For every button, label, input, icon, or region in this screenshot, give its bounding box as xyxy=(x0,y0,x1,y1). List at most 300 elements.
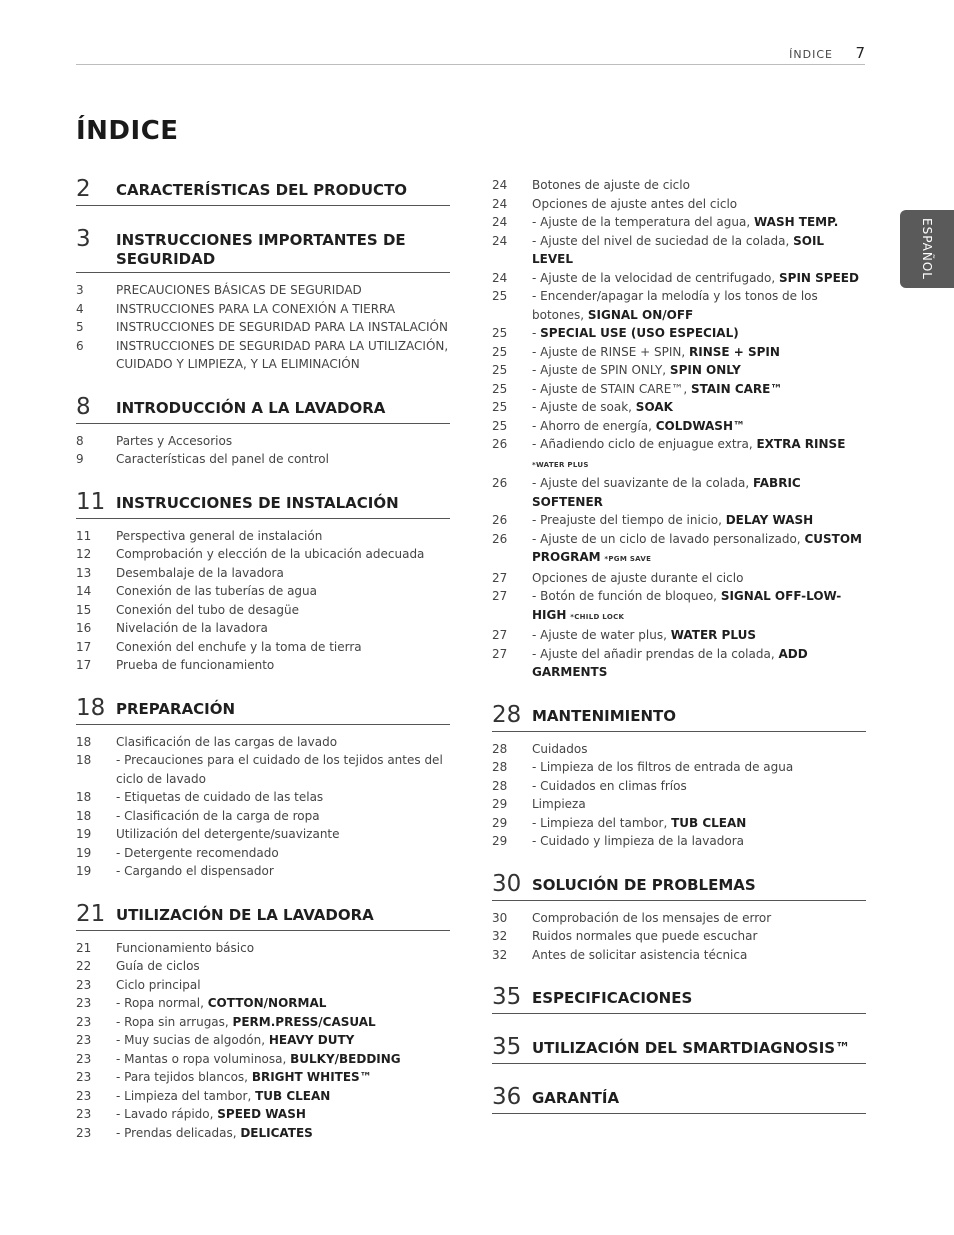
entry-page-number: 19 xyxy=(76,827,92,841)
entry-page-number: 19 xyxy=(76,845,92,860)
entry-page-number: 24 xyxy=(492,178,508,192)
entry-label: - Ajuste del añadir prendas de la colada, xyxy=(532,646,779,661)
entry-label: - Cuidados en climas fríos xyxy=(532,778,687,793)
toc-entry[interactable] xyxy=(76,994,450,1013)
toc-entry[interactable] xyxy=(492,832,866,851)
entry-page-number: 13 xyxy=(76,565,92,580)
entry-text xyxy=(116,582,450,601)
entry-label: Ciclo principal xyxy=(116,977,201,992)
section-page-number: 35 xyxy=(492,1034,522,1060)
entry-text xyxy=(116,318,450,337)
entry-text xyxy=(532,569,866,588)
entry-page-number: 9 xyxy=(76,452,84,466)
entry-page-number: 15 xyxy=(76,602,92,617)
page-title: ÍNDICE xyxy=(76,116,179,146)
entry-page-number: 26 xyxy=(492,513,508,527)
entry-label: - Botón de función de bloqueo, xyxy=(532,589,721,603)
entry-page-number: 4 xyxy=(76,301,84,316)
section-heading[interactable] xyxy=(76,394,450,424)
toc-entry[interactable] xyxy=(76,733,450,752)
entry-label: - Lavado rápido, xyxy=(116,1107,218,1121)
entry-label: - Preajuste del tiempo de inicio, xyxy=(532,513,726,527)
toc-entry[interactable] xyxy=(492,361,866,380)
toc-section xyxy=(492,702,866,851)
entry-label: - Prendas delicadas, xyxy=(116,1125,241,1140)
section-heading[interactable] xyxy=(492,871,866,901)
entry-page-number: 30 xyxy=(492,910,508,925)
section-page-number: 30 xyxy=(492,870,522,897)
entry-label: - Mantas o ropa voluminosa, xyxy=(116,1051,291,1066)
entry-text xyxy=(532,814,866,833)
toc-entry[interactable] xyxy=(76,656,450,675)
entry-setting-name: SPIN SPEED xyxy=(779,270,859,285)
toc-entry[interactable] xyxy=(492,511,866,530)
section-title: ESPECIFICACIONES xyxy=(532,989,693,1007)
toc-entry[interactable] xyxy=(492,530,866,569)
entry-setting-name: BULKY/BEDDING xyxy=(290,1051,401,1066)
toc-entry[interactable] xyxy=(76,957,450,976)
section-heading[interactable] xyxy=(76,901,450,931)
entry-setting-name: WATER PLUS xyxy=(670,628,756,642)
toc-entry[interactable] xyxy=(76,564,450,583)
toc-entry[interactable] xyxy=(76,825,450,844)
section-spacer xyxy=(76,675,450,695)
entry-setting-name: SOAK xyxy=(635,400,673,414)
entry-text xyxy=(532,758,866,777)
toc-entry[interactable] xyxy=(492,435,866,474)
entry-text xyxy=(532,435,866,474)
entry-page-number: 14 xyxy=(76,584,92,598)
entry-text xyxy=(116,638,450,657)
entry-label: Funcionamiento básico xyxy=(116,940,255,955)
toc-entry[interactable] xyxy=(76,751,450,788)
toc-section xyxy=(76,489,450,675)
toc-entry[interactable] xyxy=(492,269,866,288)
section-heading[interactable] xyxy=(76,226,450,273)
entry-label: Botones de ajuste de ciclo xyxy=(532,178,690,192)
entry-setting-name: RINSE + SPIN xyxy=(689,344,780,359)
section-title: CARACTERÍSTICAS DEL PRODUCTO xyxy=(116,181,408,199)
entry-text xyxy=(116,957,450,976)
toc-section xyxy=(492,984,866,1014)
entry-label: - Precauciones para el cuidado de los tejidos antes del ciclo de lavado xyxy=(116,753,443,786)
entry-setting-name: TUB CLEAN xyxy=(671,815,747,830)
entry-text xyxy=(532,740,866,759)
entry-text xyxy=(532,195,866,214)
section-title: GARANTÍA xyxy=(532,1089,620,1107)
toc-section xyxy=(76,901,450,1143)
toc-entry[interactable] xyxy=(76,1013,450,1032)
entry-page-number: 18 xyxy=(76,808,92,823)
entry-page-number: 25 xyxy=(492,344,508,359)
toc-entry[interactable] xyxy=(492,474,866,511)
entry-page-number: 11 xyxy=(76,528,92,543)
entry-text xyxy=(532,530,866,569)
entry-text xyxy=(532,626,866,645)
entry-page-number: 23 xyxy=(76,1107,92,1121)
entry-text xyxy=(116,300,450,319)
entry-setting-name: COLDWASH™ xyxy=(655,418,745,433)
entry-text xyxy=(532,645,866,682)
language-tab-label: ESPAÑOL xyxy=(920,218,934,280)
toc-entry[interactable] xyxy=(492,569,866,588)
section-page-number: 3 xyxy=(76,226,91,252)
toc-entry[interactable] xyxy=(76,527,450,546)
entry-page-number: 25 xyxy=(492,363,508,377)
entry-page-number: 28 xyxy=(492,760,508,774)
language-tab xyxy=(900,210,954,288)
toc-entry[interactable] xyxy=(76,601,450,620)
entry-text xyxy=(532,269,866,288)
section-spacer xyxy=(492,1064,866,1084)
section-spacer xyxy=(492,851,866,871)
section-heading[interactable] xyxy=(492,984,866,1014)
section-heading[interactable] xyxy=(76,489,450,519)
entry-text xyxy=(532,474,866,511)
entry-text xyxy=(116,939,450,958)
entry-page-number: 23 xyxy=(76,977,92,992)
section-title: UTILIZACIÓN DEL SMARTDIAGNOSIS™ xyxy=(532,1039,851,1057)
toc-entry[interactable] xyxy=(76,844,450,863)
section-title: PREPARACIÓN xyxy=(116,699,236,718)
entry-page-number: 25 xyxy=(492,418,508,433)
entry-label: - Ajuste del suavizante de la colada, xyxy=(532,476,753,490)
toc-entry[interactable] xyxy=(492,176,866,195)
entry-page-number: 25 xyxy=(492,289,508,303)
entry-label: - Limpieza de los filtros de entrada de agua xyxy=(532,760,794,774)
section-page-number: 36 xyxy=(492,1084,522,1110)
toc-entry[interactable] xyxy=(76,807,450,826)
entry-label: Partes y Accesorios xyxy=(116,433,233,448)
section-heading[interactable] xyxy=(76,695,450,725)
entry-label: - Limpieza del tambor, xyxy=(116,1088,256,1103)
toc-section xyxy=(492,871,866,965)
toc-entry[interactable] xyxy=(492,343,866,362)
entry-page-number: 23 xyxy=(76,1088,92,1103)
toc-entry[interactable] xyxy=(76,1124,450,1143)
toc-entry[interactable] xyxy=(492,645,866,682)
entry-setting-name: FABRIC SOFTENER xyxy=(532,476,801,509)
toc-entry[interactable] xyxy=(76,939,450,958)
entry-label: INSTRUCCIONES PARA LA CONEXIÓN A TIERRA xyxy=(116,301,396,316)
section-heading[interactable] xyxy=(76,176,450,206)
toc-entry[interactable] xyxy=(76,281,450,300)
toc-entry[interactable] xyxy=(76,1087,450,1106)
entry-page-number: 17 xyxy=(76,639,92,654)
entry-page-number: 8 xyxy=(76,433,84,448)
entry-label: Utilización del detergente/suavizante xyxy=(116,827,340,841)
entry-label: Prueba de funcionamiento xyxy=(116,658,275,672)
entry-label: Clasificación de las cargas de lavado xyxy=(116,734,338,749)
entry-note: *WATER PLUS xyxy=(532,460,589,469)
entry-text xyxy=(532,343,866,362)
toc-left-column xyxy=(76,176,450,1142)
entry-text xyxy=(116,733,450,752)
entry-label: - Ajuste de soak, xyxy=(532,400,636,414)
entry-label: - Etiquetas de cuidado de las telas xyxy=(116,790,324,804)
entry-page-number: 29 xyxy=(492,834,508,848)
entry-text xyxy=(116,976,450,995)
section-page-number: 28 xyxy=(492,701,522,728)
toc-entry[interactable] xyxy=(492,398,866,417)
entry-label: Limpieza xyxy=(532,797,586,811)
entry-setting-name: STAIN CARE™ xyxy=(690,381,783,396)
section-spacer xyxy=(492,1014,866,1034)
entry-setting-name: COTTON/NORMAL xyxy=(207,996,327,1010)
toc-entry[interactable] xyxy=(76,450,450,469)
entry-setting-name: TUB CLEAN xyxy=(255,1088,331,1103)
entry-text xyxy=(532,176,866,195)
toc-entry[interactable] xyxy=(76,432,450,451)
entry-list xyxy=(492,176,866,682)
section-page-number: 18 xyxy=(76,694,106,721)
entry-label: Nivelación de la lavadora xyxy=(116,621,268,635)
section-spacer xyxy=(492,964,866,984)
entry-text xyxy=(532,361,866,380)
entry-list xyxy=(76,281,450,374)
entry-label: Conexión de las tuberías de agua xyxy=(116,584,318,598)
entry-text xyxy=(532,287,866,324)
entry-page-number: 23 xyxy=(76,1033,92,1047)
entry-text xyxy=(532,380,866,399)
entry-label: - Encender/apagar la melodía y los tonos de los botones, xyxy=(532,289,818,322)
toc-entry[interactable] xyxy=(492,380,866,399)
entry-page-number: 22 xyxy=(76,959,92,973)
entry-label: - Limpieza del tambor, xyxy=(532,815,672,830)
entry-text xyxy=(532,777,866,796)
entry-page-number: 24 xyxy=(492,270,508,285)
toc-entry[interactable] xyxy=(492,740,866,759)
toc-entry[interactable] xyxy=(492,587,866,626)
toc-entry[interactable] xyxy=(76,337,450,374)
entry-page-number: 23 xyxy=(76,1125,92,1140)
entry-text xyxy=(116,450,450,469)
entry-text xyxy=(116,844,450,863)
entry-text xyxy=(532,232,866,269)
entry-setting-name: HEAVY DUTY xyxy=(268,1033,355,1047)
entry-page-number: 21 xyxy=(76,940,92,955)
entry-label: - Ajuste de la velocidad de centrifugado, xyxy=(532,270,780,285)
entry-text xyxy=(116,788,450,807)
entry-label: - Ropa normal, xyxy=(116,996,208,1010)
toc-entry[interactable] xyxy=(492,626,866,645)
entry-label: Comprobación y elección de la ubicación adecuada xyxy=(116,547,425,561)
entry-text xyxy=(116,564,450,583)
entry-page-number: 29 xyxy=(492,815,508,830)
toc-entry[interactable] xyxy=(76,862,450,881)
entry-page-number: 23 xyxy=(76,1051,92,1066)
entry-label: - Ajuste de water plus, xyxy=(532,628,671,642)
entry-label: Antes de solicitar asistencia técnica xyxy=(532,947,748,962)
entry-label: Perspectiva general de instalación xyxy=(116,528,323,543)
entry-page-number: 26 xyxy=(492,476,508,490)
entry-text xyxy=(532,398,866,417)
toc-entry[interactable] xyxy=(76,619,450,638)
toc-entry[interactable] xyxy=(492,758,866,777)
entry-page-number: 3 xyxy=(76,283,84,297)
entry-page-number: 18 xyxy=(76,753,92,767)
entry-text xyxy=(116,751,450,788)
section-spacer xyxy=(76,374,450,394)
entry-text xyxy=(116,337,450,374)
section-heading[interactable] xyxy=(492,1034,866,1064)
entry-setting-name: SPECIAL USE (USO ESPECIAL) xyxy=(540,326,739,340)
toc-right-column xyxy=(492,176,866,1114)
entry-page-number: 27 xyxy=(492,589,508,603)
toc-section xyxy=(76,226,450,374)
entry-page-number: 27 xyxy=(492,646,508,661)
toc-entry[interactable] xyxy=(492,324,866,343)
entry-setting-name: SIGNAL OFF-LOW-HIGH xyxy=(532,589,842,622)
entry-page-number: 27 xyxy=(492,628,508,642)
toc-section xyxy=(492,176,866,682)
entry-label: PRECAUCIONES BÁSICAS DE SEGURIDAD xyxy=(116,283,362,297)
entry-setting-name: ADD GARMENTS xyxy=(532,646,808,679)
toc-section xyxy=(492,1034,866,1064)
section-spacer xyxy=(76,206,450,226)
toc-entry[interactable] xyxy=(492,213,866,232)
entry-list xyxy=(492,740,866,851)
entry-page-number: 18 xyxy=(76,734,92,749)
entry-label: Guía de ciclos xyxy=(116,959,200,973)
entry-page-number: 25 xyxy=(492,400,508,414)
section-title: SOLUCIÓN DE PROBLEMAS xyxy=(532,875,756,894)
entry-label: - Ropa sin arrugas, xyxy=(116,1014,233,1029)
toc-entry[interactable] xyxy=(76,976,450,995)
toc-entry[interactable] xyxy=(76,318,450,337)
section-title: MANTENIMIENTO xyxy=(532,706,676,725)
entry-page-number: 23 xyxy=(76,1014,92,1029)
running-header-label: ÍNDICE xyxy=(789,48,833,61)
entry-text xyxy=(116,1124,450,1143)
entry-page-number: 24 xyxy=(492,196,508,211)
toc-entry[interactable] xyxy=(76,788,450,807)
toc-entry[interactable] xyxy=(76,300,450,319)
toc-entry[interactable] xyxy=(76,1031,450,1050)
entry-label: - Cargando el dispensador xyxy=(116,864,274,878)
entry-page-number: 24 xyxy=(492,215,508,229)
entry-page-number: 19 xyxy=(76,864,92,878)
toc-section xyxy=(76,695,450,881)
toc-section xyxy=(76,176,450,206)
entry-text xyxy=(116,1087,450,1106)
entry-page-number: 6 xyxy=(76,338,84,353)
entry-label: INSTRUCCIONES DE SEGURIDAD PARA LA INSTALACIÓN xyxy=(116,320,448,334)
entry-label: Conexión del tubo de desagüe xyxy=(116,602,299,617)
entry-page-number: 18 xyxy=(76,790,92,804)
toc-entry[interactable] xyxy=(492,195,866,214)
entry-text xyxy=(116,601,450,620)
entry-label: Opciones de ajuste antes del ciclo xyxy=(532,196,738,211)
entry-text xyxy=(116,1013,450,1032)
entry-text xyxy=(532,946,866,965)
section-heading[interactable] xyxy=(492,1084,866,1114)
toc-entry[interactable] xyxy=(492,417,866,436)
toc-entry[interactable] xyxy=(492,287,866,324)
entry-text xyxy=(116,432,450,451)
entry-page-number: 28 xyxy=(492,778,508,793)
entry-label: - Muy sucias de algodón, xyxy=(116,1033,269,1047)
entry-text xyxy=(116,825,450,844)
toc-entry[interactable] xyxy=(492,814,866,833)
entry-text xyxy=(116,656,450,675)
toc-entry[interactable] xyxy=(492,946,866,965)
section-spacer xyxy=(76,469,450,489)
toc-entry[interactable] xyxy=(492,795,866,814)
entry-page-number: 23 xyxy=(76,996,92,1010)
section-page-number: 11 xyxy=(76,488,106,515)
entry-text xyxy=(116,1031,450,1050)
entry-setting-name: EXTRA RINSE xyxy=(756,437,846,451)
entry-page-number: 24 xyxy=(492,233,508,248)
entry-page-number: 12 xyxy=(76,547,92,561)
toc-entry[interactable] xyxy=(76,582,450,601)
entry-text xyxy=(116,1068,450,1087)
toc-entry[interactable] xyxy=(76,638,450,657)
entry-text xyxy=(532,909,866,928)
entry-page-number: 28 xyxy=(492,741,508,756)
entry-setting-name: DELAY WASH xyxy=(725,513,814,527)
entry-page-number: 32 xyxy=(492,947,508,962)
toc-entry[interactable] xyxy=(76,545,450,564)
entry-label: - Detergente recomendado xyxy=(116,845,279,860)
entry-text xyxy=(532,795,866,814)
entry-page-number: 26 xyxy=(492,437,508,451)
entry-label: - xyxy=(532,326,541,340)
entry-label: - Ajuste de STAIN CARE™, xyxy=(532,381,691,396)
entry-label: Comprobación de los mensajes de error xyxy=(532,910,772,925)
toc-entry[interactable] xyxy=(76,1050,450,1069)
entry-list xyxy=(492,909,866,965)
entry-page-number: 16 xyxy=(76,621,92,635)
entry-text xyxy=(116,545,450,564)
section-heading[interactable] xyxy=(492,702,866,732)
entry-page-number: 32 xyxy=(492,929,508,943)
entry-note: *PGM SAVE xyxy=(604,555,652,563)
entry-list xyxy=(76,939,450,1143)
entry-label: - Añadiendo ciclo de enjuague extra, xyxy=(532,437,757,451)
entry-setting-name: SOIL LEVEL xyxy=(532,233,825,266)
entry-setting-name: PERM.PRESS/CASUAL xyxy=(232,1014,376,1029)
entry-list xyxy=(76,432,450,469)
entry-label: - Cuidado y limpieza de la lavadora xyxy=(532,834,744,848)
entry-label: Ruidos normales que puede escuchar xyxy=(532,929,758,943)
entry-label: - Ajuste de RINSE + SPIN, xyxy=(532,344,689,359)
entry-text xyxy=(116,807,450,826)
toc-entry[interactable] xyxy=(76,1068,450,1087)
entry-page-number: 29 xyxy=(492,797,508,811)
toc-entry[interactable] xyxy=(492,777,866,796)
entry-label: Cuidados xyxy=(532,741,588,756)
entry-label: - Ahorro de energía, xyxy=(532,418,656,433)
section-title: INTRODUCCIÓN A LA LAVADORA xyxy=(116,398,386,417)
entry-label: - Ajuste de un ciclo de lavado personalizado, xyxy=(532,531,805,546)
entry-label: - Ajuste de la temperatura del agua, xyxy=(532,215,754,229)
entry-setting-name: WASH TEMP. xyxy=(753,215,839,229)
entry-label: Desembalaje de la lavadora xyxy=(116,565,284,580)
toc-entry[interactable] xyxy=(492,909,866,928)
toc-section xyxy=(492,1084,866,1114)
toc-entry[interactable] xyxy=(76,1105,450,1124)
page-number: 7 xyxy=(855,44,865,62)
toc-entry[interactable] xyxy=(492,927,866,946)
toc-entry[interactable] xyxy=(492,232,866,269)
toc-section xyxy=(76,394,450,469)
section-title: INSTRUCCIONES DE INSTALACIÓN xyxy=(116,493,399,512)
entry-text xyxy=(116,862,450,881)
entry-page-number: 25 xyxy=(492,326,508,340)
section-title: UTILIZACIÓN DE LA LAVADORA xyxy=(116,905,374,924)
